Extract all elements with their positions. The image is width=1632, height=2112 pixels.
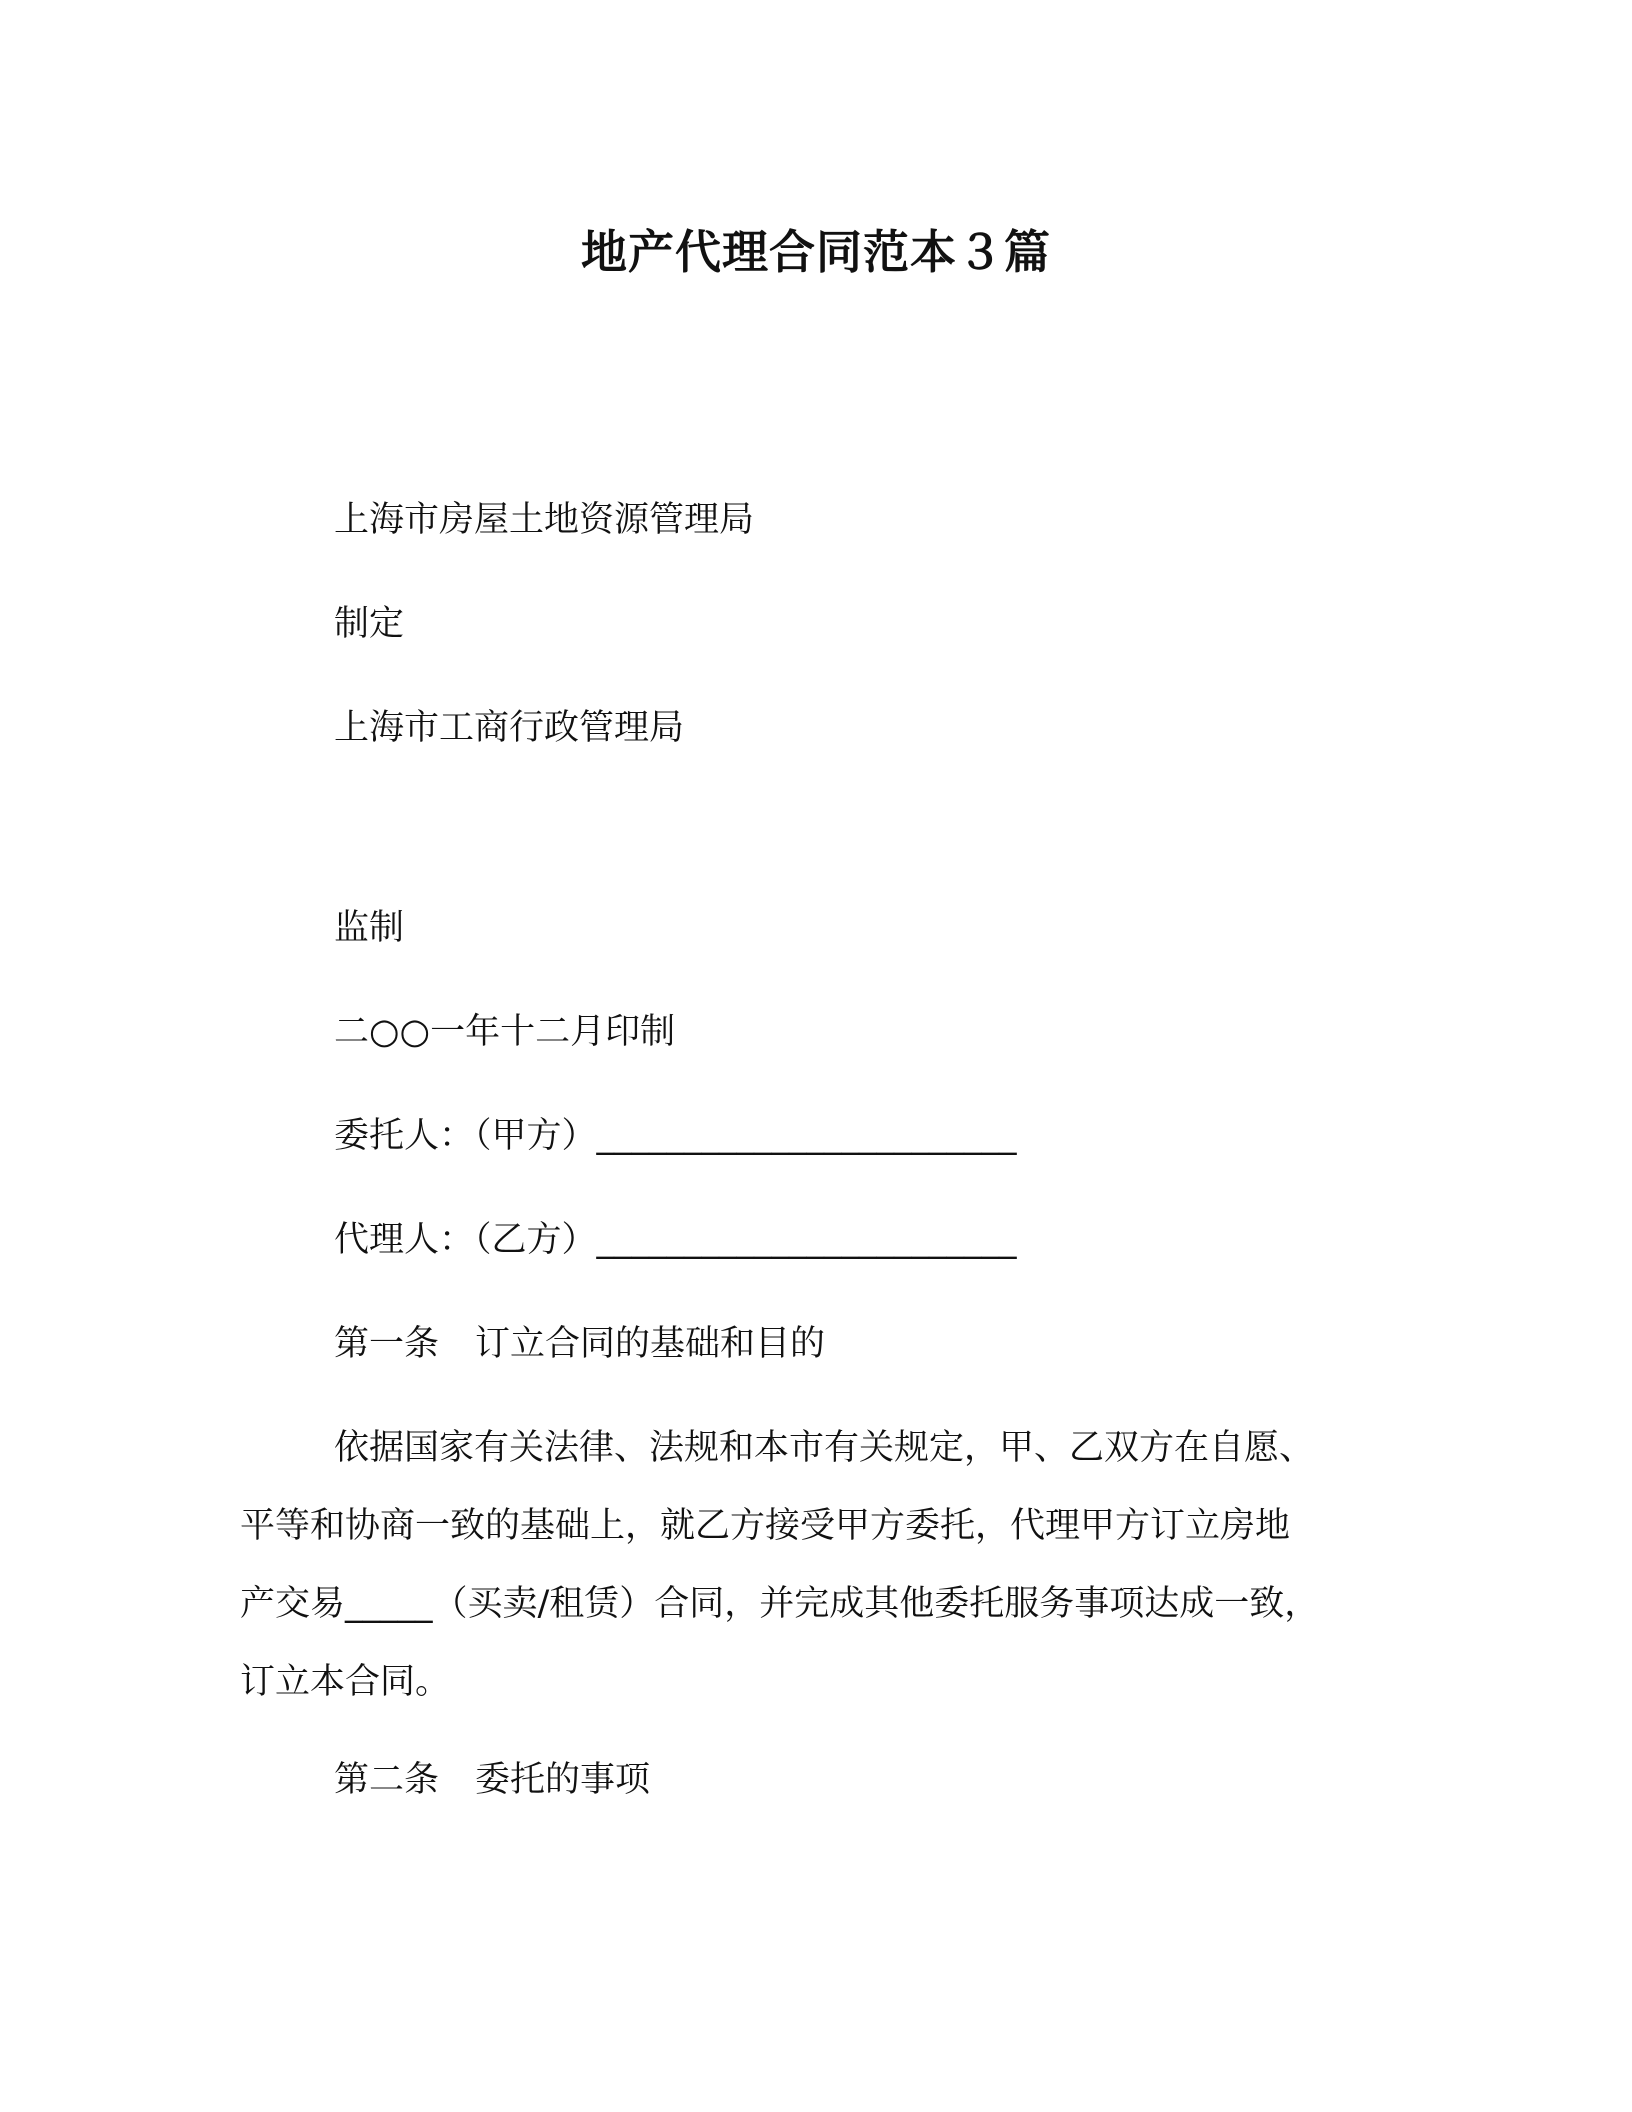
article-2-heading: [334, 1758, 650, 1802]
agent-blank: ________________________: [596, 1220, 1017, 1260]
article-1-body-line-4: 订立本合同。: [240, 1662, 451, 1702]
issuer-1-action: 制定: [334, 604, 405, 644]
article-1-title: 订立合同的基础和目的: [475, 1324, 826, 1364]
article-1-heading: [334, 1322, 825, 1366]
issuer-2: 上海市工商行政管理局: [334, 708, 685, 748]
issuer-2-action: 监制: [334, 908, 405, 948]
agent-line: [334, 1218, 1017, 1262]
article-1-body-line-2: 平等和协商一致的基础上，就乙方接受甲方委托，代理甲方订立房地: [240, 1506, 1291, 1546]
principal-line: [334, 1114, 1017, 1158]
article-1-body-line-3: 产交易_____（买卖/租赁）合同，并完成其他委托服务事项达成一致，: [240, 1584, 1320, 1624]
print-date: 二○○一年十二月印制: [334, 1012, 676, 1052]
article-1-body-line-1: 依据国家有关法律、法规和本市有关规定，甲、乙双方在自愿、: [334, 1428, 1315, 1468]
principal-label: 委托人：（甲方）: [334, 1116, 597, 1156]
issuer-1: 上海市房屋土地资源管理局: [334, 500, 755, 540]
article-2-number: 第二条: [334, 1760, 440, 1800]
article-2-title: 委托的事项: [475, 1760, 651, 1800]
principal-blank: ________________________: [596, 1116, 1017, 1156]
article-1-number: 第一条: [334, 1324, 440, 1364]
document-title: 地产代理合同范本３篇: [581, 225, 1051, 279]
agent-label: 代理人：（乙方）: [334, 1220, 597, 1260]
